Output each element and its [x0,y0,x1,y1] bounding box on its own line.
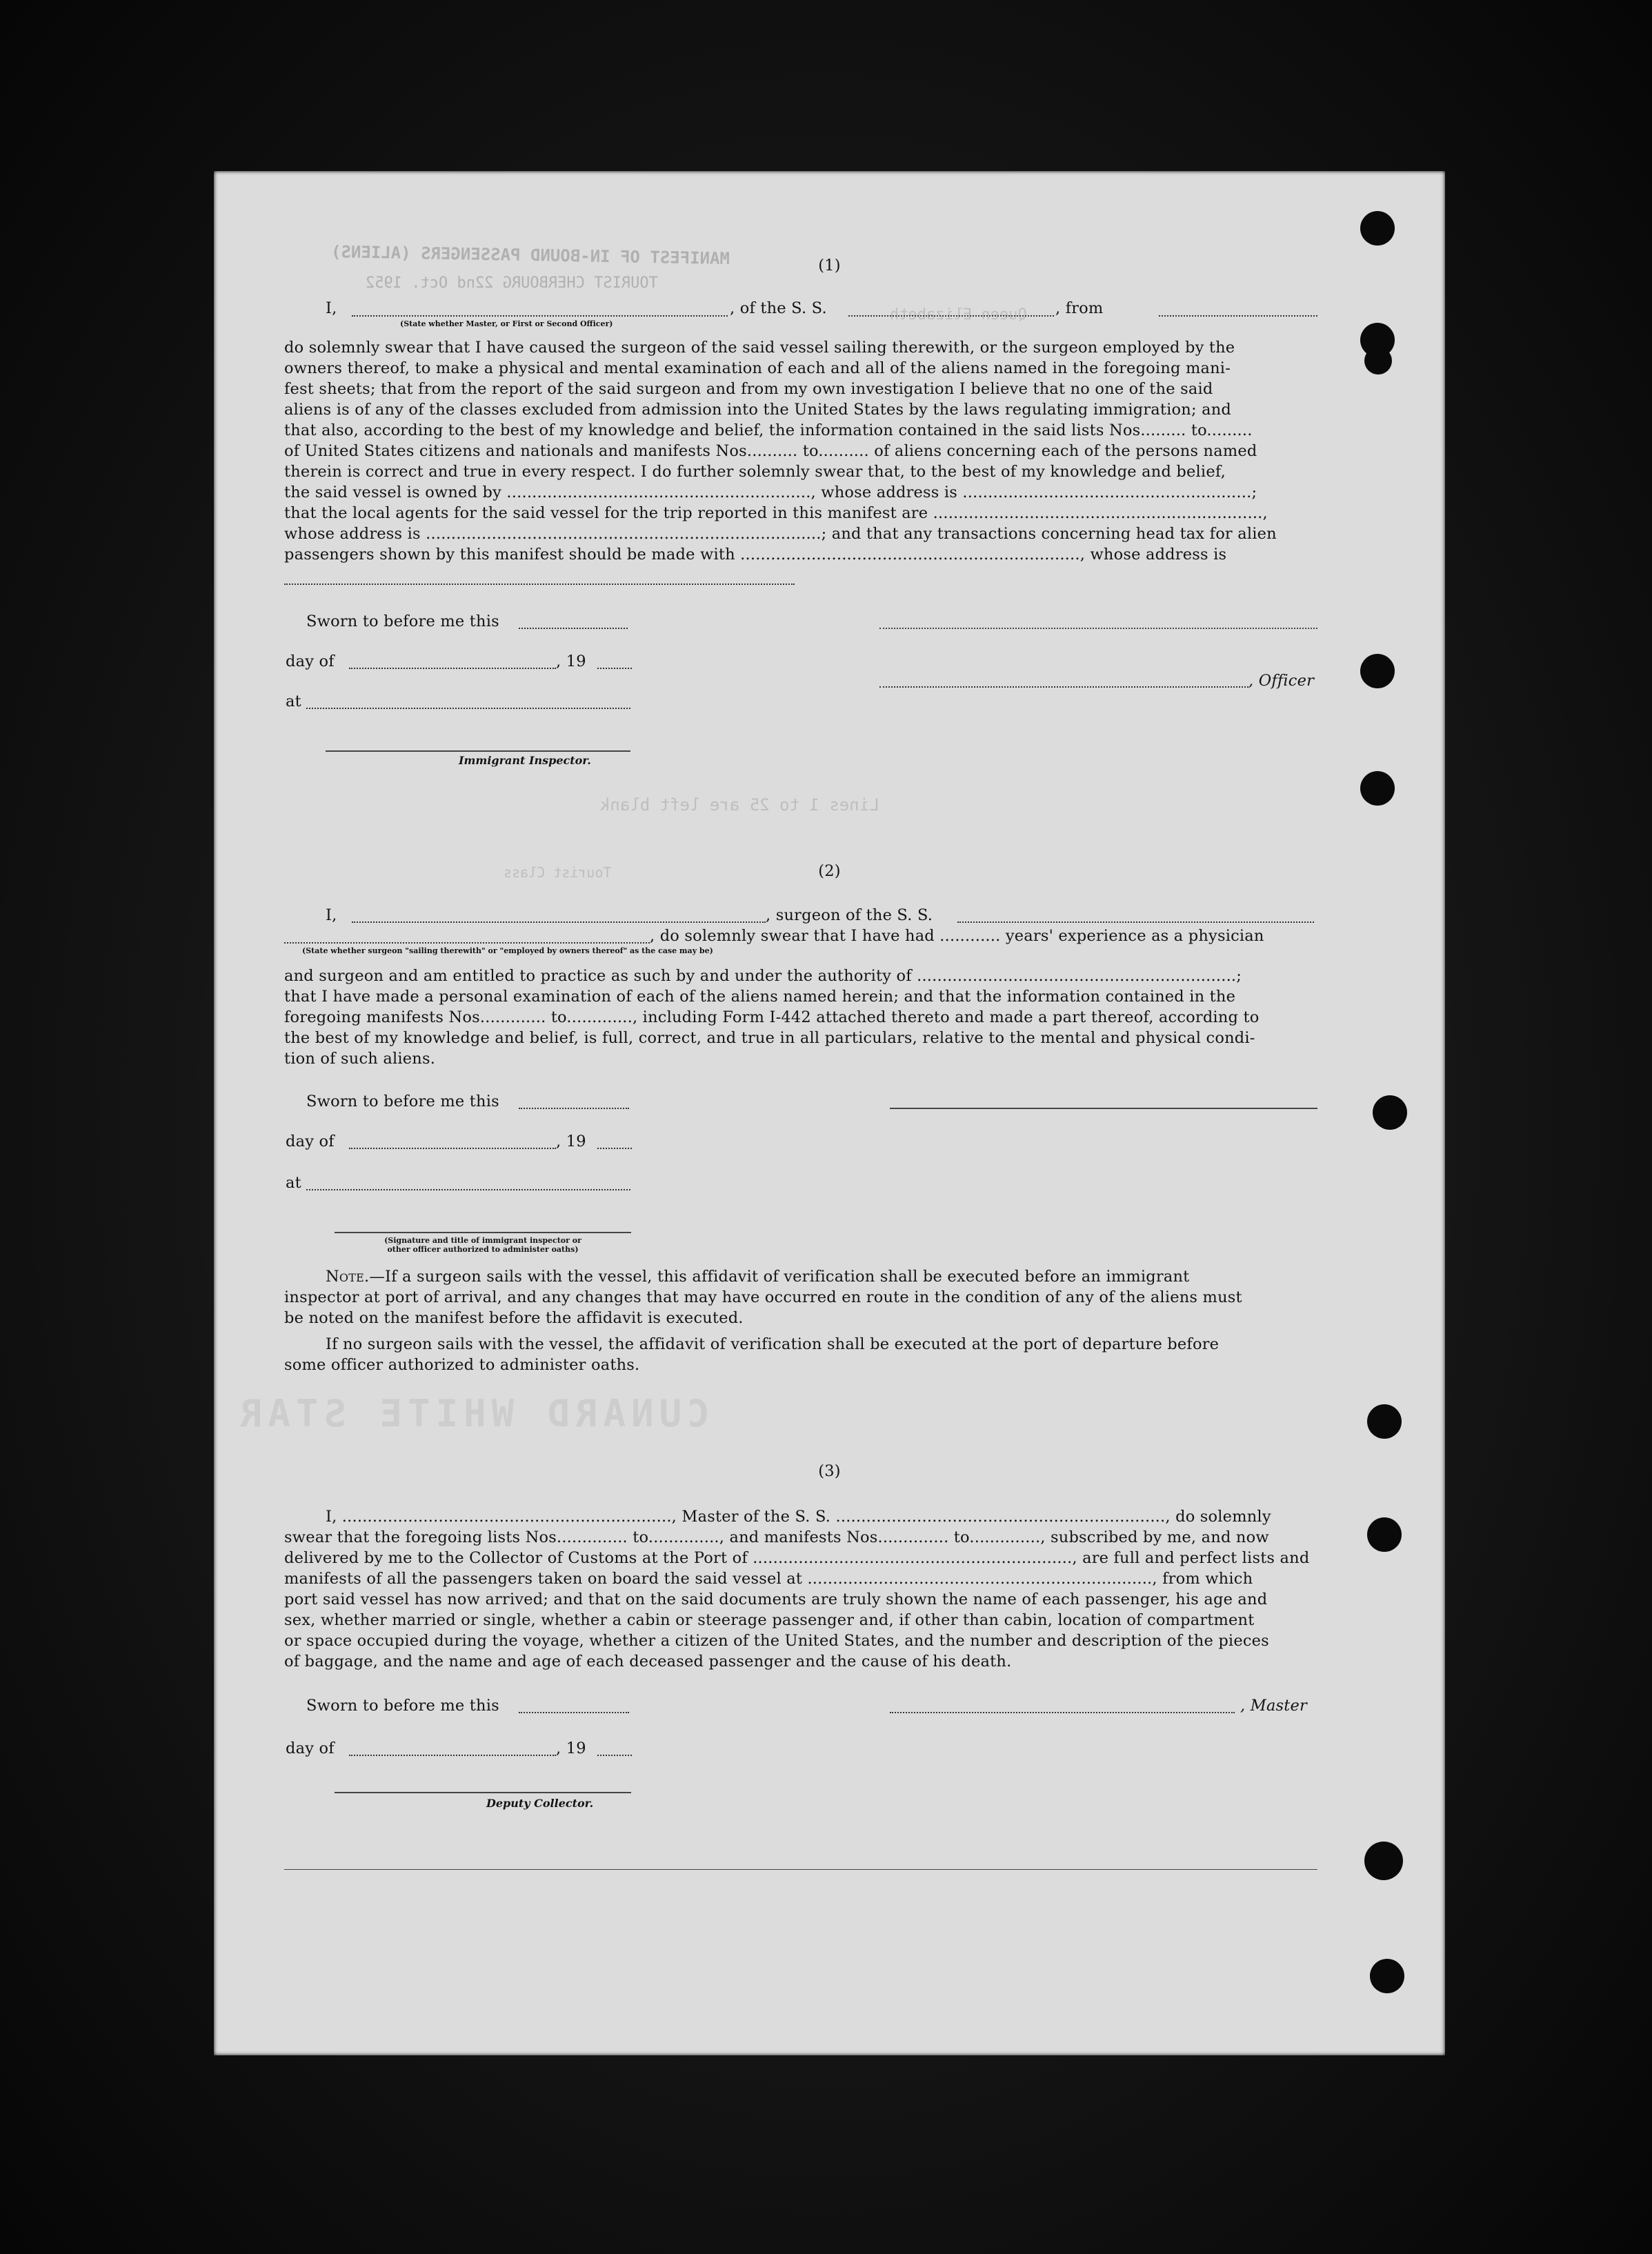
s2-surgeon-label: , surgeon of the S. S. [766,906,933,924]
bleed-through-line-d: Tourist Class [504,864,612,881]
s3-body-line: swear that the foregoing lists Nos.............. to.............., and manifests Nos.............. to.............., subscribed by me, and now [284,1528,1269,1546]
note-label: Note. [326,1268,370,1286]
s3-body-line: sex, whether married or single, whether a cabin or steerage passenger and, if other than cabin, location of compartment [284,1611,1255,1629]
s1-at-label: at [286,692,301,710]
s2-experience-line: , do solemnly swear that I have had ............ years' experience as a physician [650,927,1264,945]
bottom-rule [284,1869,1317,1870]
s1-body-line: do solemnly swear that I have caused the surgeon of the said vessel sailing therewith, or the surgeon employed by the [284,339,1235,357]
s2-body-line: foregoing manifests Nos............. to............., including Form I-442 attached thereto and made a part thereof, according to [284,1008,1260,1026]
s3-sworn-label: Sworn to before me this [306,1697,499,1715]
punch-hole [1364,1842,1403,1880]
s1-at-blank [306,708,630,709]
s2-name-blank [352,921,766,923]
s1-day-blank [349,668,556,669]
s3-master-signature-blank [890,1712,1235,1713]
s2-inspector-signature-line [335,1232,631,1233]
s1-of-ss-label: , of the S. S. [730,299,827,317]
s2-body-line: that I have made a personal examination of each of the aliens named herein; and that the information contained in the [284,988,1236,1006]
s2-nineteen-label: , 19 [556,1133,586,1150]
note-line: If no surgeon sails with the vessel, the affidavit of verification shall be executed at the port of departure before [326,1335,1220,1353]
s3-body-line: I, ................................................................., Master of the S. S. ................................................................., do solemnly [326,1508,1271,1526]
s2-year-blank [597,1148,632,1149]
s1-body-line: owners thereof, to make a physical and mental examination of each and all of the aliens named in the foregoing mani- [284,359,1231,377]
s3-day-of-label: day of [286,1739,335,1757]
s3-master-label: , Master [1240,1697,1308,1715]
bleed-through-line-a: TOURIST CHERBOURG 22nd Oct. 1952 [366,275,658,292]
bleed-through-line-c: Lines 1 to 25 are left blank [600,795,879,815]
s3-nineteen-label: , 19 [556,1739,586,1757]
s2-status-note: (State whether surgeon "sailing therewith" or "employed by owners thereof" as the case may be) [302,946,713,955]
s1-from-label: , from [1055,299,1104,317]
s1-body-line: passengers shown by this manifest should be made with ..................................................................., whose address is [284,546,1227,564]
manifest-affidavit-sheet [214,171,1445,2055]
s1-body-line: that the local agents for the said vessel for the trip reported in this manifest are ................................................................., [284,504,1268,522]
bleed-through-line-b: Queen Elizabeth [890,306,1027,323]
s3-year-blank [597,1755,632,1756]
section-1-number: (1) [818,257,841,275]
s2-sworn-label: Sworn to before me this [306,1093,499,1110]
section-3-number: (3) [818,1462,841,1480]
s3-body-line: of baggage, and the name and age of each deceased passenger and the cause of his death. [284,1653,1012,1670]
s2-sig-note-1: (Signature and title of immigrant inspector or [384,1236,581,1245]
s2-body-line: the best of my knowledge and belief, is full, correct, and true in all particulars, relative to the mental and physical condi- [284,1029,1255,1047]
s3-day-blank [349,1755,556,1756]
s3-deputy-label: Deputy Collector. [486,1797,594,1810]
s1-body-line: fest sheets; that from the report of the said surgeon and from my own investigation I believe that no one of the said [284,380,1213,398]
s2-body-line: and surgeon and am entitled to practice as such by and under the authority of ...............................................................; [284,967,1242,985]
s2-sig-note-2: other officer authorized to administer oaths) [387,1245,579,1254]
s1-address-continuation-blank [284,584,795,585]
s1-sworn-label: Sworn to before me this [306,612,499,630]
bleed-through-line-e: CUNARD WHITE STAR [235,1392,710,1435]
s1-rank-note: (State whether Master, or First or Second Officer) [400,319,613,328]
s1-body-line: of United States citizens and nationals and manifests Nos.......... to.......... of aliens concerning each of the persons named [284,442,1257,460]
s1-officer-signature-line [879,628,1317,629]
s1-body-line: therein is correct and true in every respect. I do further solemnly swear that, to the best of my knowledge and belief, [284,463,1226,481]
punch-hole [1367,1404,1402,1439]
punch-hole [1360,771,1395,806]
punch-hole [1370,1959,1404,1993]
s3-body-line: delivered by me to the Collector of Customs at the Port of ..............................................................., are full and perfect lists and [284,1549,1310,1567]
s1-from-blank [1159,315,1317,317]
s2-surgeon-signature-line [890,1108,1317,1109]
s1-body-line: the said vessel is owned by ............................................................, whose address is .........................................................; [284,483,1257,501]
s2-body-line: tion of such aliens. [284,1050,436,1068]
punch-hole [1367,1517,1402,1552]
punch-hole [1360,211,1395,246]
note-line: be noted on the manifest before the affidavit is executed. [284,1309,744,1327]
note-text: —If a surgeon sails with the vessel, this affidavit of verification shall be executed before an immigrant [369,1268,1190,1286]
punch-hole [1364,347,1392,375]
s1-day-of-label: day of [286,652,335,670]
s1-year-blank [597,668,632,669]
bleed-through-title: MANIFEST OF IN-BOUND PASSENGERS (ALIENS) [330,241,730,269]
s1-body-line: whose address is ..............................................................................; and that any transactions concerning head tax for alien [284,525,1277,543]
s1-officer-blank [879,686,1248,688]
s1-name-blank [352,315,728,317]
s1-nineteen-label: , 19 [556,652,586,670]
s2-status-blank [284,942,650,944]
section-2-number: (2) [818,862,841,880]
s2-at-blank [306,1189,630,1190]
s2-day-blank [349,1148,556,1149]
s3-body-line: or space occupied during the voyage, whether a citizen of the United States, and the number and description of the pieces [284,1632,1269,1650]
punch-hole [1373,1095,1407,1130]
s1-inspector-signature-line [326,750,630,752]
s1-body-line: aliens is of any of the classes excluded from admission into the United States by the laws regulating immigration; and [284,401,1232,419]
s1-vessel-blank [848,315,1054,317]
note-line: some officer authorized to administer oaths. [284,1356,640,1374]
s3-body-line: manifests of all the passengers taken on board the said vessel at ...................................................................., from which [284,1570,1253,1588]
s2-sworn-blank [519,1108,629,1109]
s2-i-label: I, [326,906,337,924]
s2-day-of-label: day of [286,1133,335,1150]
s3-body-line: port said vessel has now arrived; and that on the said documents are truly shown the name of each passenger, his age and [284,1590,1268,1608]
punch-hole [1360,654,1395,688]
s3-sworn-blank [519,1712,629,1713]
s2-vessel-blank [957,921,1314,923]
s1-sworn-blank [519,628,628,629]
s3-deputy-signature-line [335,1792,631,1793]
s1-i-label: I, [326,299,337,317]
s2-at-label: at [286,1174,301,1192]
s1-body-line: that also, according to the best of my knowledge and belief, the information contained in the said lists Nos......... to......... [284,421,1253,439]
s1-inspector-label: Immigrant Inspector. [459,754,591,767]
note-line-1 [326,1266,1189,1287]
s1-officer-label: , Officer [1248,672,1315,690]
note-line: inspector at port of arrival, and any changes that may have occurred en route in the condition of any of the aliens must [284,1288,1242,1306]
